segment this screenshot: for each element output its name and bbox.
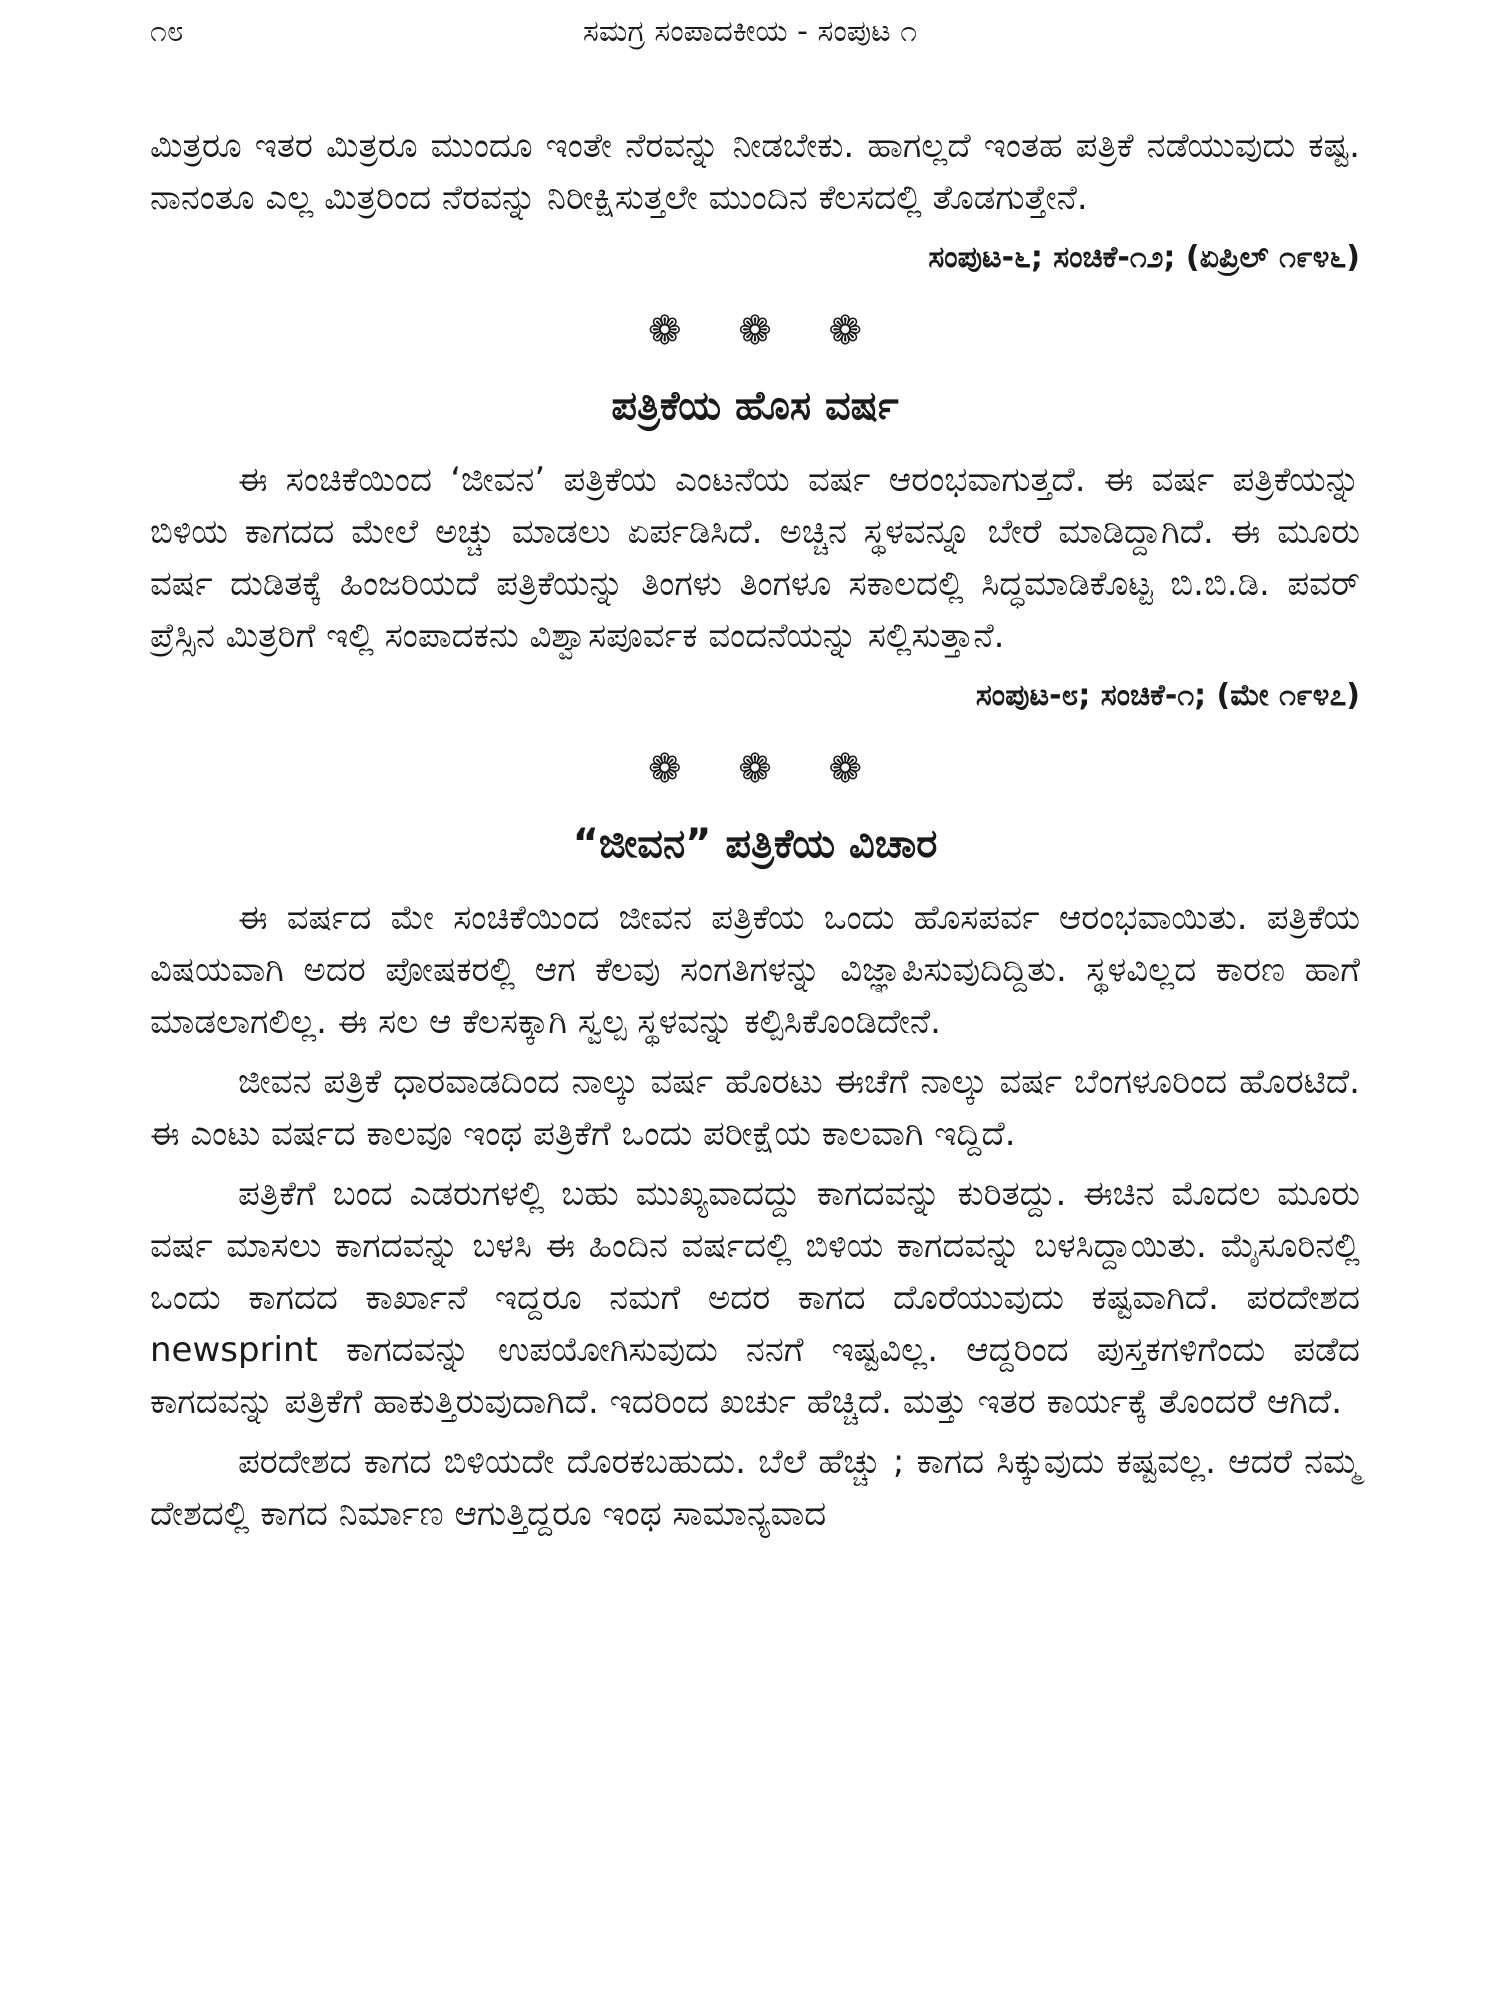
page-number: ೧೮ [150, 14, 184, 49]
section-divider-ornament: ❁ ❁ ❁ [648, 746, 884, 792]
running-title: ಸಮಗ್ರ ಸಂಪಾದಕೀಯ - ಸಂಪುಟ ೧ [582, 14, 918, 49]
page-header [150, 14, 1350, 58]
section1-citation: ಸಂಪುಟ-೮; ಸಂಚಿಕೆ-೧; (ಮೇ ೧೯೪೭) [975, 678, 1360, 713]
section-divider-ornament: ❁ ❁ ❁ [648, 308, 884, 354]
intro-paragraph: ಮಿತ್ರರೂ ಇತರ ಮಿತ್ರರೂ ಮುಂದೂ ಇಂತೇ ನೆರವನ್ನು ನೀಡಬೇಕು. ಹಾಗಲ್ಲದೆ ಇಂತಹ ಪತ್ರಿಕೆ ನಡೆಯುವುದು ಕಷ್ಟ. ನಾನಂತೂ ಎಲ್ಲ ಮಿತ್ರರಿಂದ ನೆರವನ್ನು ನಿರೀಕ್ಷಿಸುತ್ತಲೇ ಮುಂದಿನ ಕೆಲಸದಲ್ಲಿ ತೊಡಗುತ್ತೇನೆ. [150, 126, 1360, 218]
section2-paragraph-4: ಪರದೇಶದ ಕಾಗದ ಬಿಳಿಯದೇ ದೊರಕಬಹುದು. ಬೆಲೆ ಹೆಚ್ಚು ; ಕಾಗದ ಸಿಕ್ಕುವುದು ಕಷ್ಟವಲ್ಲ. ಆದರೆ ನಮ್ಮ ದೇಶದಲ್ಲಿ ಕಾಗದ ನಿರ್ಮಾಣ ಆಗುತ್ತಿದ್ದರೂ ಇಂಥ ಸಾಮಾನ್ಯವಾದ [150, 1442, 1360, 1534]
section1-title: ಪತ್ರಿಕೆಯ ಹೊಸ ವರ್ಷ [611, 383, 899, 429]
section2-paragraph-1: ಈ ವರ್ಷದ ಮೇ ಸಂಚಿಕೆಯಿಂದ ಜೀವನ ಪತ್ರಿಕೆಯ ಒಂದು ಹೊಸಪರ್ವ ಆರಂಭವಾಯಿತು. ಪತ್ರಿಕೆಯ ವಿಷಯವಾಗಿ ಅದರ ಪೋಷಕರಲ್ಲಿ ಆಗ ಕೆಲವು ಸಂಗತಿಗಳನ್ನು ವಿಜ್ಞಾಪಿಸುವುದಿದ್ದಿತು. ಸ್ಥಳವಿಲ್ಲದ ಕಾರಣ ಹಾಗೆ ಮಾಡಲಾಗಲಿಲ್ಲ. ಈ ಸಲ ಆ ಕೆಲಸಕ್ಕಾಗಿ ಸ್ವಲ್ಪ ಸ್ಥಳವನ್ನು ಕಲ್ಪಿಸಿಕೊಂಡಿದೇನೆ. [150, 898, 1360, 1042]
section2-title: “ಜೀವನ” ಪತ್ರಿಕೆಯ ವಿಚಾರ [572, 821, 938, 867]
section2-paragraph-3: ಪತ್ರಿಕೆಗೆ ಬಂದ ಎಡರುಗಳಲ್ಲಿ ಬಹು ಮುಖ್ಯವಾದದ್ದು ಕಾಗದವನ್ನು ಕುರಿತದ್ದು. ಈಚಿನ ಮೊದಲ ಮೂರು ವರ್ಷ ಮಾಸಲು ಕಾಗದವನ್ನು ಬಳಸಿ ಈ ಹಿಂದಿನ ವರ್ಷದಲ್ಲಿ ಬಿಳಿಯ ಕಾಗದವನ್ನು ಬಳಸಿದ್ದಾಯಿತು. ಮೈಸೂರಿನಲ್ಲಿ ಒಂದು ಕಾಗದದ ಕಾರ್ಖಾನೆ ಇದ್ದರೂ ನಮಗೆ ಅದರ ಕಾಗದ ದೊರೆಯುವುದು ಕಷ್ಟವಾಗಿದೆ. ಪರದೇಶದ newsprint ಕಾಗದವನ್ನು ಉಪಯೋಗಿಸುವುದು ನನಗೆ ಇಷ್ಟವಿಲ್ಲ. ಆದ್ದರಿಂದ ಪುಸ್ತಕಗಳಿಗೆಂದು ಪಡೆದ ಕಾಗದವನ್ನು ಪತ್ರಿಕೆಗೆ ಹಾಕುತ್ತಿರುವುದಾಗಿದೆ. ಇದರಿಂದ ಖರ್ಚು ಹೆಚ್ಚಿದೆ. ಮತ್ತು ಇತರ ಕಾರ್ಯಕ್ಕೆ ತೊಂದರೆ ಆಗಿದೆ. [150, 1174, 1360, 1422]
section1-paragraph: ಈ ಸಂಚಿಕೆಯಿಂದ ‘ಜೀವನ’ ಪತ್ರಿಕೆಯ ಎಂಟನೆಯ ವರ್ಷ ಆರಂಭವಾಗುತ್ತದೆ. ಈ ವರ್ಷ ಪತ್ರಿಕೆಯನ್ನು ಬಿಳಿಯ ಕಾಗದದ ಮೇಲೆ ಅಚ್ಚು ಮಾಡಲು ಏರ್ಪಡಿಸಿದೆ. ಅಚ್ಚಿನ ಸ್ಥಳವನ್ನೂ ಬೇರೆ ಮಾಡಿದ್ದಾಗಿದೆ. ಈ ಮೂರು ವರ್ಷ ದುಡಿತಕ್ಕೆ ಹಿಂಜರಿಯದೆ ಪತ್ರಿಕೆಯನ್ನು ತಿಂಗಳು ತಿಂಗಳೂ ಸಕಾಲದಲ್ಲಿ ಸಿದ್ಧಮಾಡಿಕೊಟ್ಟ ಬಿ.ಬಿ.ಡಿ. ಪವರ್ ಪ್ರೆಸ್ಸಿನ ಮಿತ್ರರಿಗೆ ಇಲ್ಲಿ ಸಂಪಾದಕನು ವಿಶ್ವಾಸಪೂರ್ವಕ ವಂದನೆಯನ್ನು ಸಲ್ಲಿಸುತ್ತಾನೆ. [150, 460, 1360, 656]
intro-citation: ಸಂಪುಟ-೬; ಸಂಚಿಕೆ-೧೨; (ಏಪ್ರಿಲ್ ೧೯೪೬) [928, 240, 1360, 275]
page-content [150, 120, 1360, 1540]
section2-paragraph-2: ಜೀವನ ಪತ್ರಿಕೆ ಧಾರವಾಡದಿಂದ ನಾಲ್ಕು ವರ್ಷ ಹೊರಟು ಈಚೆಗೆ ನಾಲ್ಕು ವರ್ಷ ಬೆಂಗಳೂರಿಂದ ಹೊರಟಿದೆ. ಈ ಎಂಟು ವರ್ಷದ ಕಾಲವೂ ಇಂಥ ಪತ್ರಿಕೆಗೆ ಒಂದು ಪರೀಕ್ಷೆಯ ಕಾಲವಾಗಿ ಇದ್ದಿದೆ. [150, 1062, 1360, 1154]
